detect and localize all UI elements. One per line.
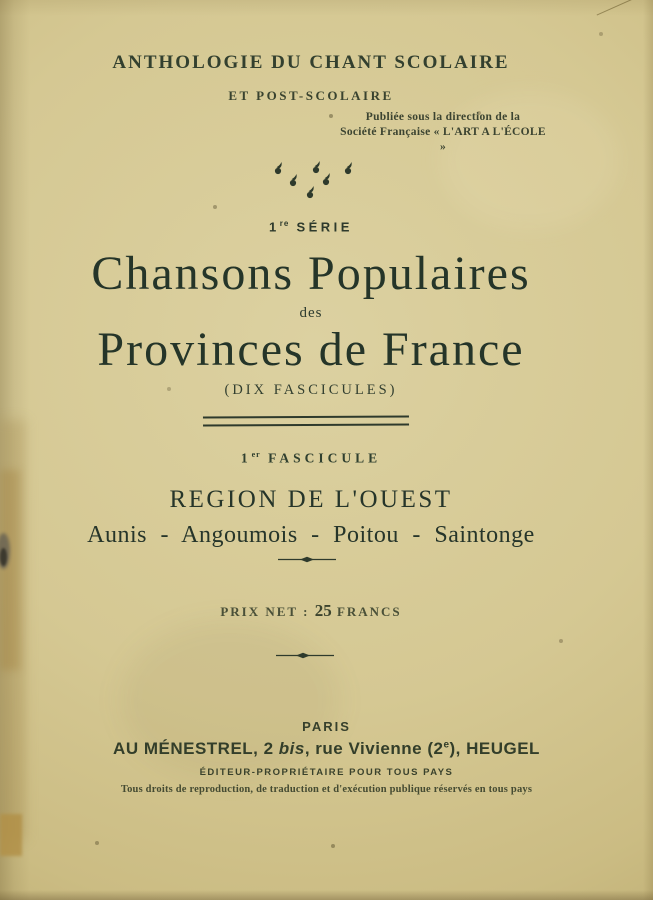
imprint-rights-line: Tous droits de reproduction, de traduction et d'exécution publique réservés en tous pays <box>120 784 533 795</box>
price-label: PRIX NET : <box>220 604 310 619</box>
address-bis: bis <box>278 739 305 758</box>
publication-note-line2: Société Française « L'ART A L'ÉCOLE » <box>340 126 546 153</box>
address-part1: AU MÉNESTREL, 2 <box>113 739 279 758</box>
address-floor-sup: e <box>443 739 450 751</box>
address-part2: , rue Vivienne (2 <box>304 739 444 758</box>
collection-subtitle: ET POST-SCOLAIRE <box>228 88 394 103</box>
fascicule-ordinal: er <box>251 450 261 459</box>
main-title-connector: des <box>299 305 323 321</box>
fascicule-numeral: 1 <box>240 450 252 466</box>
fascicule-label: FASCICULE <box>268 450 382 466</box>
imprint-address <box>0 739 653 759</box>
main-title-line1: Chansons Populaires <box>91 247 531 300</box>
price-currency: FRANCS <box>336 604 402 619</box>
series-numeral: 1 <box>269 219 280 235</box>
series-label: SÉRIE <box>296 219 353 235</box>
region-title: REGION DE L'OUEST <box>169 486 453 513</box>
provinces-list: Aunis - Angoumois - Poitou - Saintonge <box>87 522 535 548</box>
publication-note-line1: Publiée sous la direction de la <box>365 111 521 123</box>
price-value: 25 <box>314 601 332 620</box>
series-ordinal: re <box>279 219 290 228</box>
collection-title: ANTHOLOGIE DU CHANT SCOLAIRE <box>112 52 510 73</box>
main-title-line2: Provinces de France <box>97 323 525 376</box>
imprint-city: PARIS <box>302 719 351 734</box>
address-part3: ), HEUGEL <box>449 739 540 758</box>
imprint-editor-line: ÉDITEUR-PROPRIÉTAIRE POUR TOUS PAYS <box>199 767 454 778</box>
fascicule-count-subtitle: (DIX FASCICULES) <box>224 382 398 398</box>
